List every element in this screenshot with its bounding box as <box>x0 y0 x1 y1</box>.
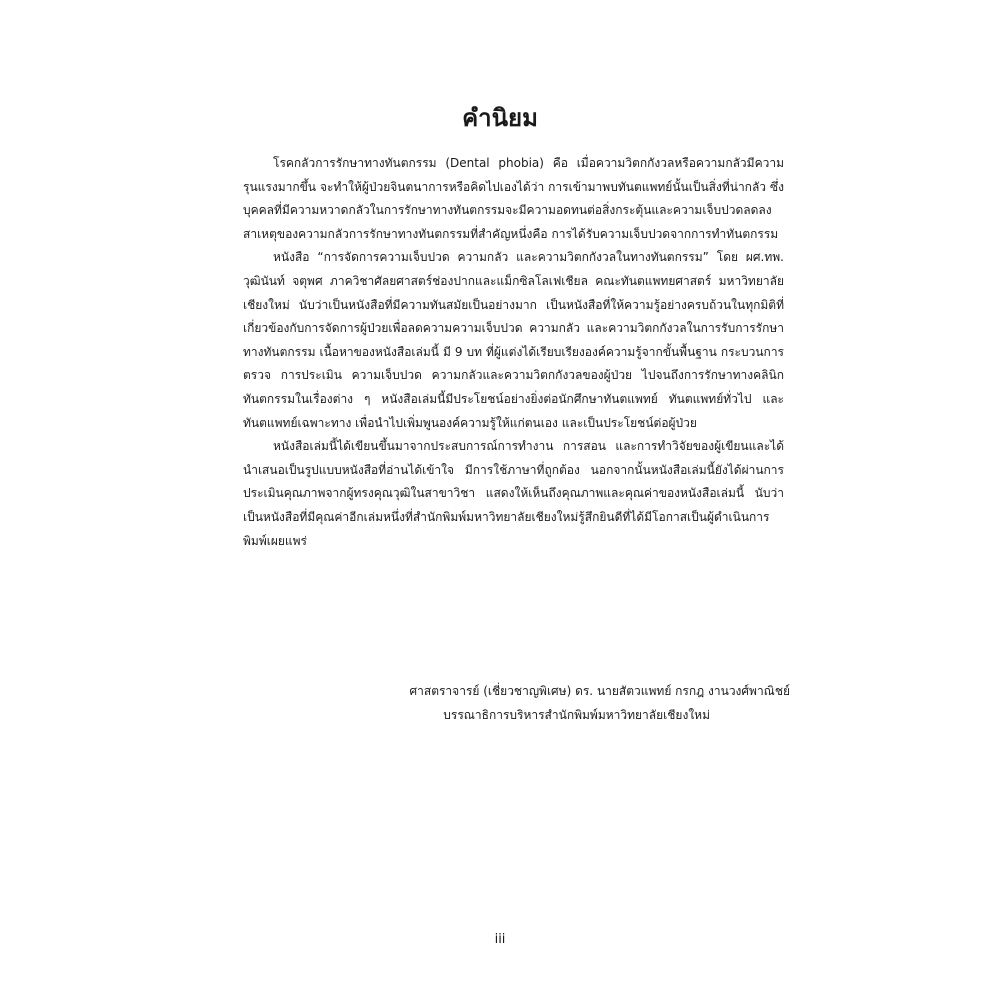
page-number: iii <box>494 932 506 947</box>
page-title: คำนิยม <box>462 104 538 132</box>
paragraph: หนังสือ “การจัดการความเจ็บปวด ความกลัว และความวิตกกังวลในทางทันตกรรม” โดย ผศ.ทพ. วุฒินันท์ จตุพศ ภาควิชาศัลยศาสตร์ช่องปากและแม็กซิลโลเฟเชียล คณะทันตแพทยศาสตร์ มหาวิทยาลัยเชียงใหม่ นับว่าเป็นหนังสือที่มีความทันสมัยเป็นอย่างมาก เป็นหนังสือที่ให้ความรู้อย่างครบถ้วนในทุกมิติที่เกี่ยวข้องกับการจัดการผู้ป่วยเพื่อลดความความเจ็บปวด ความกลัว และความวิตกกังวลในการรับการรักษาทางทันตกรรม เนื้อหาของหนังสือเล่มนี้ มี 9 บท ที่ผู้แต่งได้เรียบเรียงองค์ความรู้จากขั้นพื้นฐาน กระบวนการตรวจ การประเมิน ความเจ็บปวด ความกลัวและความวิตกกังวลของผู้ป่วย ไปจนถึงการรักษาทางคลินิกทันตกรรมในเรื่องต่าง ๆ หนังสือเล่มนี้มีประโยชน์อย่างยิ่งต่อนักศึกษาทันตแพทย์ ทันตแพทย์ทั่วไป และทันตแพทย์เฉพาะทาง เพื่อนำไปเพิ่มพูนองค์ความรู้ให้แก่ตนเอง และเป็นประโยชน์ต่อผู้ป่วย <box>243 250 784 430</box>
foreword-body <box>243 152 784 553</box>
signatory-position: บรรณาธิการบริหารสำนักพิมพ์มหาวิทยาลัยเชียงใหม่ <box>443 707 710 722</box>
signature-block <box>330 680 790 727</box>
paragraph: หนังสือเล่มนี้ได้เขียนขึ้นมาจากประสบการณ์การทำงาน การสอน และการทำวิจัยของผู้เขียนและได้นำเสนอเป็นรูปแบบหนังสือที่อ่านได้เข้าใจ มีการใช้ภาษาที่ถูกต้อง นอกจากนั้นหนังสือเล่มนี้ยังได้ผ่านการประเมินคุณภาพจากผู้ทรงคุณวุฒิในสาขาวิชา แสดงให้เห็นถึงคุณภาพและคุณค่าของหนังสือเล่มนี้ นับว่าเป็นหนังสือที่มีคุณค่าอีกเล่มหนึ่งที่สำนักพิมพ์มหาวิทยาลัยเชียงใหม่รู้สึกยินดีที่ได้มีโอกาสเป็นผู้ดำเนินการพิมพ์เผยแพร่ <box>243 439 784 548</box>
signatory-name: ศาสตราจารย์ (เชี่ยวชาญพิเศษ) ดร. นายสัตวแพทย์ กรกฎ งานวงศ์พาณิชย์ <box>409 684 790 698</box>
paragraph: โรคกลัวการรักษาทางทันตกรรม (Dental phobia) คือ เมื่อความวิตกกังวลหรือความกลัวมีความรุนแรงมากขึ้น จะทำให้ผู้ป่วยจินตนาการหรือคิดไปเองได้ว่า การเข้ามาพบทันตแพทย์นั้นเป็นสิ่งที่น่ากลัว ซึ่งบุคคลที่มีความหวาดกลัวในการรักษาทางทันตกรรมจะมีความอดทนต่อสิ่งกระตุ้นและความเจ็บปวดลดลง สาเหตุของความกลัวการรักษาทางทันตกรรมที่สำคัญหนึ่งคือ การได้รับความเจ็บปวดจากการทำทันตกรรม <box>243 156 784 241</box>
